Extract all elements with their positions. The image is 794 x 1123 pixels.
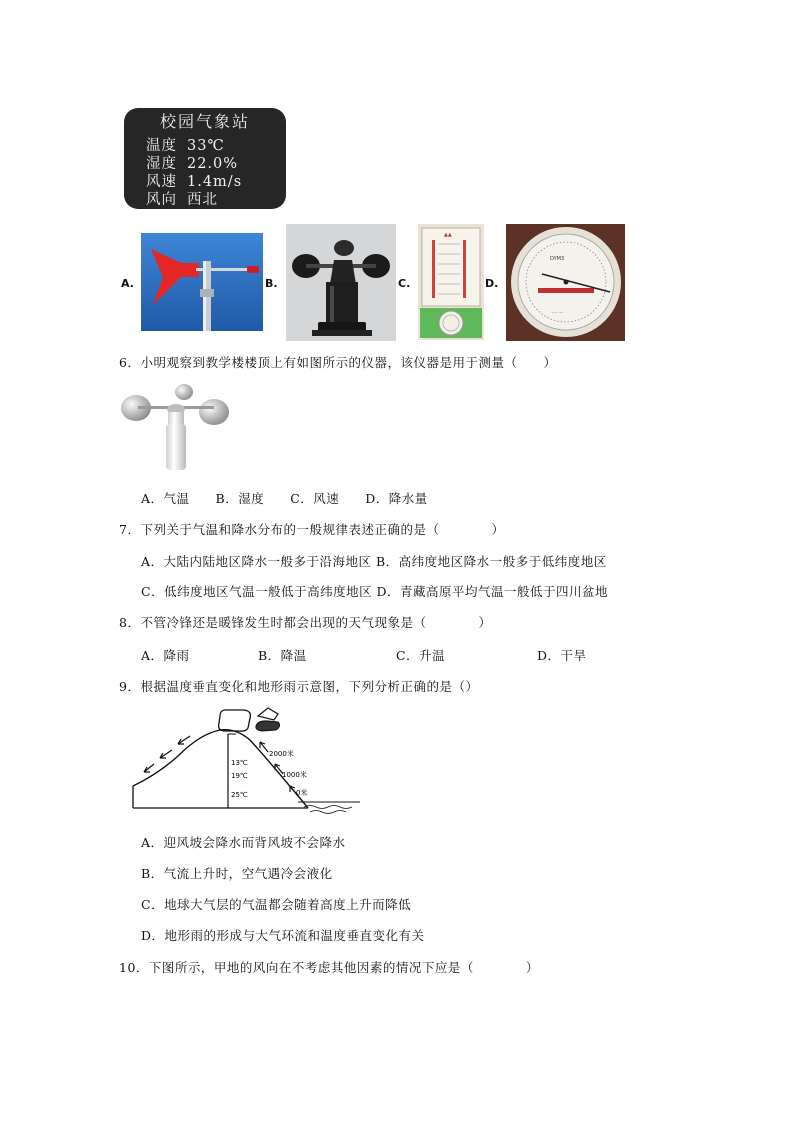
row-value: 1.4m/s — [187, 174, 243, 190]
station-title: 校园气象站 — [159, 112, 250, 131]
temp-label-19: 19℃ — [231, 772, 248, 780]
option-c-label: C. — [398, 277, 411, 290]
row-value: 22.0% — [187, 156, 239, 172]
q8-option-b: B．降温 — [258, 648, 307, 663]
cup-anemometer-image — [286, 224, 396, 341]
cloud-shape — [219, 710, 251, 731]
q6-options: A．气温 B．湿度 C．风速 D．降水量 — [141, 491, 428, 506]
svg-text:▲▲: ▲▲ — [444, 232, 452, 238]
svg-text:···· ····: ···· ···· — [552, 310, 564, 315]
row-label: 温度 — [146, 138, 177, 154]
q8-option-a: A．降雨 — [141, 648, 190, 663]
q8-stem: 8．不管冷锋还是暖锋发生时都会出现的天气现象是（ ） — [119, 615, 492, 630]
orographic-rain-diagram — [128, 704, 368, 822]
station-row-winddir — [146, 188, 218, 209]
q8-option-d: D．干旱 — [537, 648, 587, 663]
cloud-shape — [258, 708, 278, 720]
temp-label-25: 25℃ — [231, 791, 248, 799]
option-a-label: A. — [121, 277, 134, 290]
q8-option-c: C．升温 — [396, 648, 446, 663]
q9-option-c: C．地球大气层的气温都会随着高度上升而降低 — [141, 897, 412, 912]
q9-option-a: A．迎风坡会降水而背风坡不会降水 — [141, 835, 346, 850]
q9-option-d: D．地形雨的形成与大气环流和温度垂直变化有关 — [141, 928, 425, 943]
q7-options-cd: C．低纬度地区气温一般低于高纬度地区 D．青藏高原平均气温一般低于四川盆地 — [141, 584, 609, 599]
row-value: 西北 — [187, 192, 218, 208]
row-label: 风速 — [146, 174, 177, 190]
q7-options-ab: A．大陆内陆地区降水一般多于沿海地区 B．高纬度地区降水一般多于低纬度地区 — [141, 554, 607, 569]
hygrometer-image — [418, 224, 484, 340]
option-d-label: D. — [485, 277, 499, 290]
row-label: 风向 — [146, 192, 177, 208]
wind-vane-image — [141, 233, 263, 331]
q6-stem: 6．小明观察到教学楼楼顶上有如图所示的仪器，该仪器是用于测量（ ） — [119, 355, 557, 370]
mountain-outline — [133, 730, 308, 808]
svg-text:DYM3: DYM3 — [550, 256, 565, 262]
q7-stem: 7．下列关于气温和降水分布的一般规律表述正确的是（ ） — [119, 522, 505, 537]
row-label: 湿度 — [146, 156, 177, 172]
q10-stem: 10．下图所示，甲地的风向在不考虑其他因素的情况下应是（ ） — [119, 960, 539, 975]
cloud-shape — [256, 721, 280, 731]
q9-option-b: B．气流上升时，空气遇冷会液化 — [141, 866, 333, 881]
option-b-label: B. — [265, 277, 278, 290]
barometer-image — [506, 224, 625, 341]
weather-station-panel — [124, 108, 286, 209]
row-value: 33℃ — [187, 138, 225, 154]
anemometer-image — [118, 382, 230, 474]
height-label-1000: 1000米 — [282, 771, 307, 779]
height-label-0: 0米 — [296, 789, 308, 797]
temp-label-13: 13℃ — [231, 759, 248, 767]
height-label-2000: 2000米 — [269, 750, 294, 758]
q9-stem: 9．根据温度垂直变化和地形雨示意图，下列分析正确的是（） — [119, 679, 479, 694]
